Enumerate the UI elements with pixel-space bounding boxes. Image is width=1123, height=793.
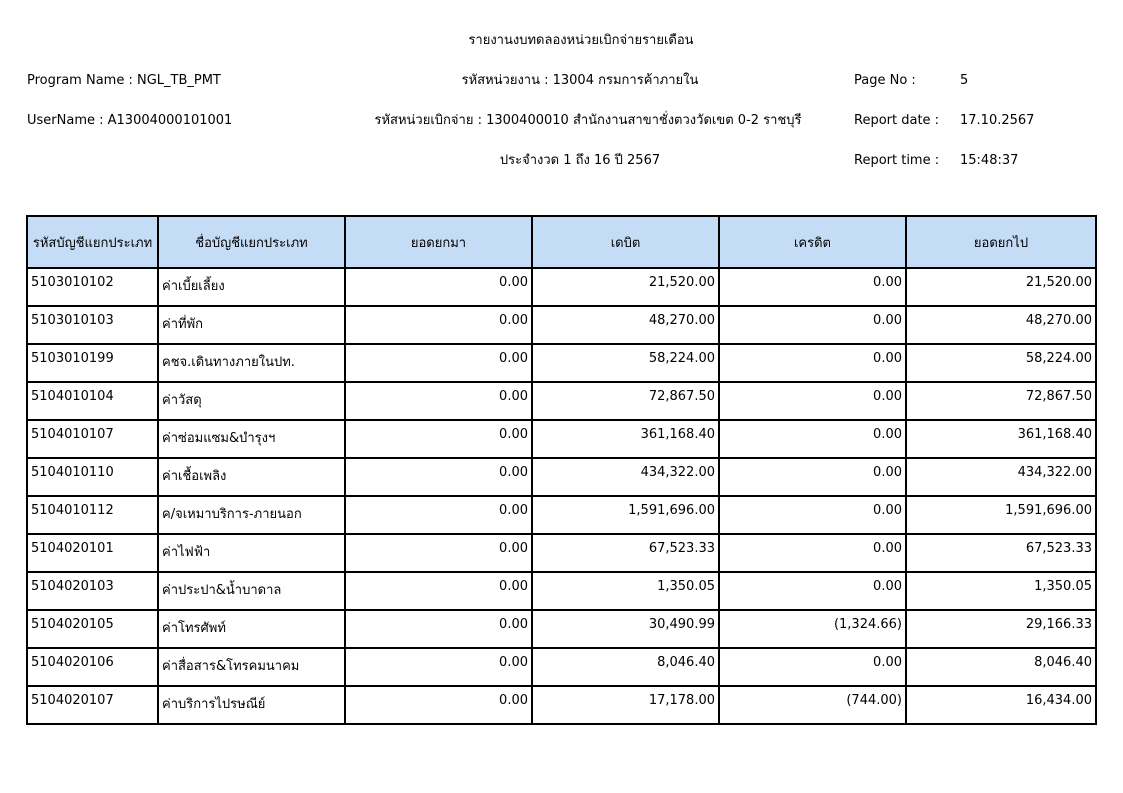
balance-forward-cell: 0.00	[345, 610, 532, 648]
account-code-cell: 5104020101	[27, 534, 158, 572]
credit-cell: 0.00	[719, 458, 906, 496]
balance-carried-cell: 67,523.33	[906, 534, 1096, 572]
account-name-cell: ค่าสื่อสาร&โทรคมนาคม	[158, 648, 345, 686]
balance-carried-cell: 48,270.00	[906, 306, 1096, 344]
balance-carried-cell: 1,591,696.00	[906, 496, 1096, 534]
account-code-cell: 5104020107	[27, 686, 158, 724]
balance-forward-cell: 0.00	[345, 268, 532, 306]
username: UserName : A13004000101001	[27, 113, 233, 128]
credit-cell: 0.00	[719, 382, 906, 420]
account-name-cell: ค/จเหมาบริการ-ภายนอก	[158, 496, 345, 534]
credit-cell: (744.00)	[719, 686, 906, 724]
balance-forward-cell: 0.00	[345, 344, 532, 382]
table-row	[27, 496, 1096, 534]
balance-forward-cell: 0.00	[345, 648, 532, 686]
balance-forward-cell: 0.00	[345, 534, 532, 572]
table-row	[27, 458, 1096, 496]
credit-cell: 0.00	[719, 534, 906, 572]
debit-cell: 67,523.33	[532, 534, 719, 572]
balance-forward-cell: 0.00	[345, 420, 532, 458]
table-row	[27, 648, 1096, 686]
table-row	[27, 534, 1096, 572]
balance-forward-cell: 0.00	[345, 686, 532, 724]
balance-carried-cell: 58,224.00	[906, 344, 1096, 382]
debit-cell: 21,520.00	[532, 268, 719, 306]
column-header-debit: เดบิต	[532, 216, 719, 268]
credit-cell: 0.00	[719, 344, 906, 382]
table-row	[27, 420, 1096, 458]
table-row	[27, 382, 1096, 420]
trial-balance-table	[26, 215, 1097, 725]
account-code-cell: 5104020103	[27, 572, 158, 610]
table-row	[27, 268, 1096, 306]
credit-cell: (1,324.66)	[719, 610, 906, 648]
debit-cell: 48,270.00	[532, 306, 719, 344]
debit-cell: 17,178.00	[532, 686, 719, 724]
account-code-cell: 5103010199	[27, 344, 158, 382]
balance-carried-cell: 361,168.40	[906, 420, 1096, 458]
account-code-cell: 5104010104	[27, 382, 158, 420]
credit-cell: 0.00	[719, 496, 906, 534]
account-name-cell: ค่าไฟฟ้า	[158, 534, 345, 572]
column-header-account-name: ชื่อบัญชีแยกประเภท	[158, 216, 345, 268]
account-name-cell: ค่าประปา&น้ำบาดาล	[158, 572, 345, 610]
credit-cell: 0.00	[719, 648, 906, 686]
balance-carried-cell: 1,350.05	[906, 572, 1096, 610]
balance-carried-cell: 72,867.50	[906, 382, 1096, 420]
account-name-cell: คชจ.เดินทางภายในปท.	[158, 344, 345, 382]
table-row	[27, 610, 1096, 648]
debit-cell: 361,168.40	[532, 420, 719, 458]
balance-forward-cell: 0.00	[345, 496, 532, 534]
balance-carried-cell: 434,322.00	[906, 458, 1096, 496]
account-code-cell: 5104010112	[27, 496, 158, 534]
account-code-cell: 5103010103	[27, 306, 158, 344]
column-header-balance-carried: ยอดยกไป	[906, 216, 1096, 268]
report-time-value: 15:48:37	[960, 153, 1019, 168]
account-name-cell: ค่าบริการไปรษณีย์	[158, 686, 345, 724]
table-row	[27, 572, 1096, 610]
debit-cell: 58,224.00	[532, 344, 719, 382]
balance-forward-cell: 0.00	[345, 572, 532, 610]
report-title: รายงานงบทดลองหน่วยเบิกจ่ายรายเดือน	[468, 33, 694, 48]
balance-carried-cell: 29,166.33	[906, 610, 1096, 648]
table-header-row	[27, 216, 1096, 268]
report-time-label: Report time :	[854, 153, 940, 168]
account-name-cell: ค่าที่พัก	[158, 306, 345, 344]
balance-forward-cell: 0.00	[345, 382, 532, 420]
account-name-cell: ค่าเชื้อเพลิง	[158, 458, 345, 496]
account-name-cell: ค่าซ่อมแซม&บำรุงฯ	[158, 420, 345, 458]
agency-code: รหัสหน่วยงาน : 13004 กรมการค้าภายใน	[461, 73, 699, 88]
program-name: Program Name : NGL_TB_PMT	[27, 73, 221, 88]
table-row	[27, 306, 1096, 344]
report-date-label: Report date :	[854, 113, 940, 128]
debit-cell: 1,591,696.00	[532, 496, 719, 534]
account-code-cell: 5103010102	[27, 268, 158, 306]
debit-cell: 30,490.99	[532, 610, 719, 648]
table-row	[27, 686, 1096, 724]
balance-forward-cell: 0.00	[345, 458, 532, 496]
account-code-cell: 5104010110	[27, 458, 158, 496]
report-date-value: 17.10.2567	[960, 113, 1035, 128]
account-code-cell: 5104010107	[27, 420, 158, 458]
disbursing-unit: รหัสหน่วยเบิกจ่าย : 1300400010 สำนักงานสาขาชั่งตวงวัดเขต 0-2 ราชบุรี	[374, 113, 802, 128]
debit-cell: 8,046.40	[532, 648, 719, 686]
account-code-cell: 5104020105	[27, 610, 158, 648]
debit-cell: 72,867.50	[532, 382, 719, 420]
debit-cell: 434,322.00	[532, 458, 719, 496]
debit-cell: 1,350.05	[532, 572, 719, 610]
balance-carried-cell: 8,046.40	[906, 648, 1096, 686]
balance-carried-cell: 21,520.00	[906, 268, 1096, 306]
column-header-credit: เครดิต	[719, 216, 906, 268]
account-name-cell: ค่าโทรศัพท์	[158, 610, 345, 648]
column-header-account-code: รหัสบัญชีแยกประเภท	[27, 216, 158, 268]
credit-cell: 0.00	[719, 572, 906, 610]
page-number: 5	[960, 73, 969, 88]
account-name-cell: ค่าเบี้ยเลี้ยง	[158, 268, 345, 306]
credit-cell: 0.00	[719, 306, 906, 344]
page-label: Page No :	[854, 73, 916, 88]
table-row	[27, 344, 1096, 382]
credit-cell: 0.00	[719, 268, 906, 306]
account-name-cell: ค่าวัสดุ	[158, 382, 345, 420]
report-period: ประจำงวด 1 ถึง 16 ปี 2567	[499, 153, 661, 168]
column-header-balance-forward: ยอดยกมา	[345, 216, 532, 268]
credit-cell: 0.00	[719, 420, 906, 458]
balance-forward-cell: 0.00	[345, 306, 532, 344]
account-code-cell: 5104020106	[27, 648, 158, 686]
balance-carried-cell: 16,434.00	[906, 686, 1096, 724]
